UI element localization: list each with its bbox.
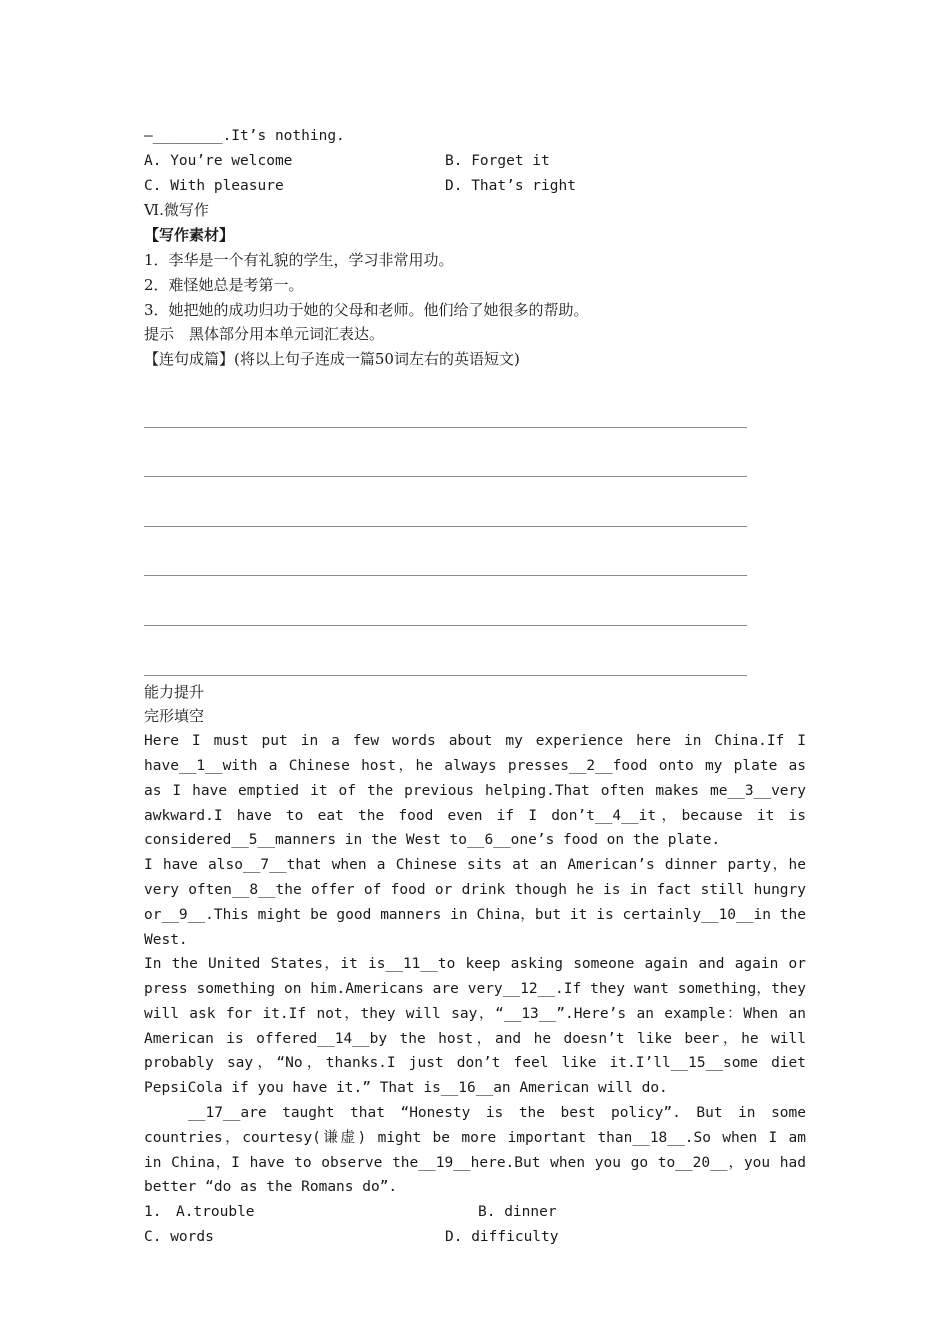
material-sentence-3: 3．她把她的成功归功于她的父母和老师。他们给了她很多的帮助。 bbox=[144, 300, 589, 319]
answer-line bbox=[144, 576, 747, 626]
q1-options-row-1 bbox=[144, 1200, 806, 1225]
options-row-1 bbox=[144, 149, 806, 174]
passage-line: will ask for it.If not，they will say，“__13__”.Here’s an example：When an bbox=[144, 1005, 806, 1022]
passage-line: have__1__with a Chinese host，he always presses__2__food onto my plate as bbox=[144, 757, 806, 774]
answer-line bbox=[144, 527, 747, 577]
option-a: A. You’re welcome bbox=[144, 152, 293, 169]
q1-option-a: 1. A.trouble bbox=[144, 1204, 255, 1221]
answer-line bbox=[144, 378, 747, 428]
answer-line bbox=[144, 477, 747, 527]
section-title-writing: Ⅵ.微写作 bbox=[144, 201, 209, 220]
cloze-title: 完形填空 bbox=[144, 707, 205, 726]
material-title: 【写作素材】 bbox=[144, 226, 235, 245]
material-sentence-2: 2．难怪她总是考第一。 bbox=[144, 275, 304, 294]
passage-line: Here I must put in a few words about my experience here in China.If I bbox=[144, 733, 806, 750]
options-row-2 bbox=[144, 174, 806, 199]
passage-line: in China，I have to observe the__19__here.But when you go to__20__，you had bbox=[144, 1154, 806, 1171]
passage-line: better “do as the Romans do”. bbox=[144, 1179, 398, 1196]
q1-option-c: C. words bbox=[144, 1229, 214, 1246]
passage-line: In the United States，it is__11__to keep asking someone again and again or bbox=[144, 956, 806, 973]
ability-title: 能力提升 bbox=[144, 682, 205, 701]
writing-task: 【连句成篇】(将以上句子连成一篇50词左右的英语短文) bbox=[144, 350, 520, 369]
passage-line: probably say，“No，thanks.I just don’t feel like it.I’ll__15__some diet bbox=[144, 1055, 806, 1072]
passage-line: or__9__.This might be good manners in China，but it is certainly__10__in the bbox=[144, 906, 806, 923]
passage-line: as I have emptied it of the previous helping.That often makes me__3__very bbox=[144, 782, 806, 799]
passage-line: press something on him.Americans are very__12__.If they want something，they bbox=[144, 981, 806, 998]
option-c: C. With pleasure bbox=[144, 177, 284, 194]
passage-line: PepsiCola if you have it.” That is__16__an American will do. bbox=[144, 1080, 668, 1097]
passage-line: American is offered__14__by the host，and he doesn’t like beer，he will bbox=[144, 1030, 806, 1047]
passage-line: countries，courtesy(谦虚) might be more important than__18__.So when I am bbox=[144, 1129, 806, 1146]
q1-option-b: B. dinner bbox=[478, 1204, 557, 1221]
cloze-passage bbox=[144, 729, 806, 1200]
q1-options-row-2 bbox=[144, 1225, 806, 1250]
passage-line: West. bbox=[144, 931, 188, 948]
material-sentence-1: 1．李华是一个有礼貌的学生，学习非常用功。 bbox=[144, 250, 454, 269]
q1-option-d: D. difficulty bbox=[445, 1229, 559, 1246]
document-page bbox=[144, 124, 806, 1250]
option-b: B. Forget it bbox=[445, 152, 550, 169]
passage-line: awkward.I have to eat the food even if I don’t__4__it，because it is bbox=[144, 807, 806, 824]
passage-line: I have also__7__that when a Chinese sits at an American’s dinner party，he bbox=[144, 857, 806, 874]
passage-line: very often__8__the offer of food or drink though he is in fact still hungry bbox=[144, 881, 806, 898]
passage-line: considered__5__manners in the West to__6__one’s food on the plate. bbox=[144, 832, 721, 849]
option-d: D. That’s right bbox=[445, 177, 576, 194]
writing-hint: 提示 黑体部分用本单元词汇表达。 bbox=[144, 325, 385, 344]
question-stem: —________.It’s nothing. bbox=[144, 128, 345, 144]
passage-line: __17__are taught that “Honesty is the best policy”. But in some bbox=[188, 1105, 806, 1122]
answer-line bbox=[144, 428, 747, 478]
answer-lines bbox=[144, 378, 806, 676]
answer-line bbox=[144, 626, 747, 676]
